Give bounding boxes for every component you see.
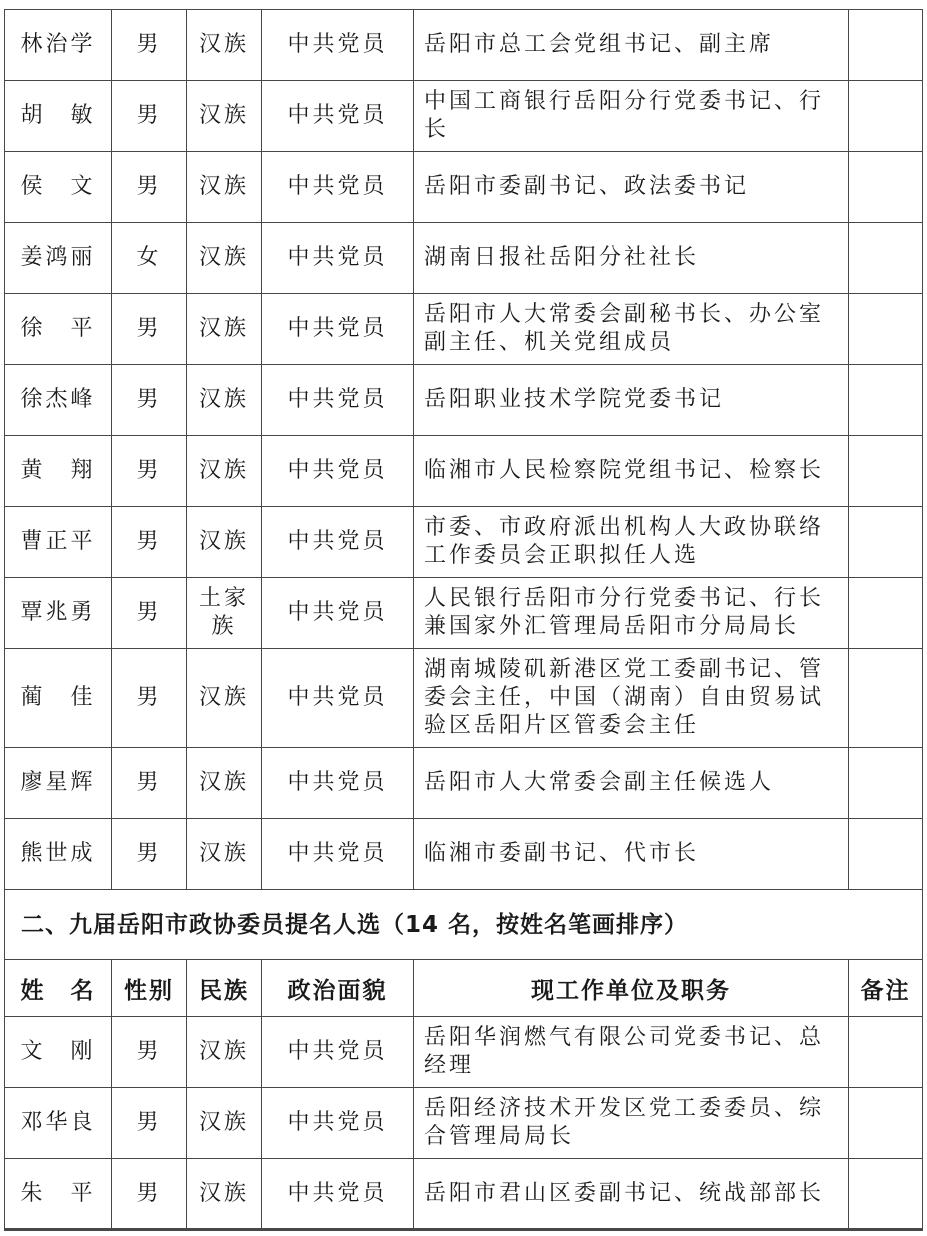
- ethnicity-cell: 汉族: [187, 294, 262, 365]
- position-column-header: 现工作单位及职务: [414, 960, 849, 1017]
- gender-cell: 男: [112, 819, 187, 890]
- gender-cell: 男: [112, 1017, 187, 1088]
- name-cell: 徐杰峰: [5, 365, 112, 436]
- gender-cell: 男: [112, 365, 187, 436]
- name-cell: 覃兆勇: [5, 578, 112, 649]
- gender-cell: 男: [112, 436, 187, 507]
- name-cell: 姜鸿丽: [5, 223, 112, 294]
- section2-title-row: [5, 890, 923, 960]
- gender-cell: 男: [112, 81, 187, 152]
- position-cell: 岳阳市总工会党组书记、副主席: [414, 10, 849, 81]
- position-cell: 人民银行岳阳市分行党委书记、行长兼国家外汇管理局岳阳市分局局长: [414, 578, 849, 649]
- name-cell: 朱 平: [5, 1159, 112, 1230]
- section2-rows: [5, 1017, 923, 1230]
- name-cell: 胡 敏: [5, 81, 112, 152]
- section1-rows: [5, 10, 923, 890]
- position-cell: 湖南日报社岳阳分社社长: [414, 223, 849, 294]
- table-row: [5, 578, 923, 649]
- gender-cell: 男: [112, 152, 187, 223]
- name-cell: 邓华良: [5, 1088, 112, 1159]
- table-row: [5, 507, 923, 578]
- section2-title: 二、九届岳阳市政协委员提名人选（14 名，按姓名笔画排序）: [5, 890, 923, 960]
- name-cell: 蔺 佳: [5, 649, 112, 748]
- name-column-header: 姓 名: [5, 960, 112, 1017]
- ethnicity-cell: 汉族: [187, 507, 262, 578]
- table-row: [5, 819, 923, 890]
- gender-cell: 男: [112, 10, 187, 81]
- ethnicity-cell: 汉族: [187, 152, 262, 223]
- table-row: [5, 436, 923, 507]
- position-cell: 岳阳市人大常委会副秘书长、办公室副主任、机关党组成员: [414, 294, 849, 365]
- position-cell: 中国工商银行岳阳分行党委书记、行长: [414, 81, 849, 152]
- table-row: [5, 223, 923, 294]
- remark-cell: [849, 294, 923, 365]
- party-cell: 中共党员: [262, 1017, 414, 1088]
- gender-column-header: 性别: [112, 960, 187, 1017]
- remark-cell: [849, 81, 923, 152]
- party-cell: 中共党员: [262, 294, 414, 365]
- ethnicity-column-header: 民族: [187, 960, 262, 1017]
- ethnicity-cell: 汉族: [187, 649, 262, 748]
- gender-cell: 男: [112, 1159, 187, 1230]
- table-row: [5, 152, 923, 223]
- gender-cell: 男: [112, 649, 187, 748]
- gender-cell: 男: [112, 578, 187, 649]
- position-cell: 岳阳市人大常委会副主任候选人: [414, 748, 849, 819]
- ethnicity-cell: 汉族: [187, 365, 262, 436]
- remark-cell: [849, 10, 923, 81]
- position-cell: 岳阳职业技术学院党委书记: [414, 365, 849, 436]
- gender-cell: 男: [112, 1088, 187, 1159]
- ethnicity-cell: 汉族: [187, 81, 262, 152]
- column-header-row: [5, 960, 923, 1017]
- remark-cell: [849, 1088, 923, 1159]
- remark-cell: [849, 1017, 923, 1088]
- personnel-table: [4, 9, 923, 1231]
- party-cell: 中共党员: [262, 81, 414, 152]
- position-cell: 岳阳市君山区委副书记、统战部部长: [414, 1159, 849, 1230]
- table-row: [5, 1017, 923, 1088]
- ethnicity-cell: 汉族: [187, 1017, 262, 1088]
- position-cell: 临湘市委副书记、代市长: [414, 819, 849, 890]
- remark-cell: [849, 223, 923, 294]
- table-row: [5, 365, 923, 436]
- party-cell: 中共党员: [262, 507, 414, 578]
- gender-cell: 男: [112, 748, 187, 819]
- ethnicity-cell: 汉族: [187, 819, 262, 890]
- remark-cell: [849, 1159, 923, 1230]
- name-cell: 文 刚: [5, 1017, 112, 1088]
- party-cell: 中共党员: [262, 365, 414, 436]
- party-cell: 中共党员: [262, 649, 414, 748]
- section2-header-block: [5, 890, 923, 1017]
- position-cell: 市委、市政府派出机构人大政协联络工作委员会正职拟任人选: [414, 507, 849, 578]
- gender-cell: 男: [112, 294, 187, 365]
- name-cell: 徐 平: [5, 294, 112, 365]
- ethnicity-cell: 汉族: [187, 1159, 262, 1230]
- remark-cell: [849, 152, 923, 223]
- position-cell: 岳阳华润燃气有限公司党委书记、总经理: [414, 1017, 849, 1088]
- table-row: [5, 81, 923, 152]
- ethnicity-cell: 汉族: [187, 1088, 262, 1159]
- table-row: [5, 1159, 923, 1230]
- party-cell: 中共党员: [262, 819, 414, 890]
- remark-cell: [849, 649, 923, 748]
- gender-cell: 男: [112, 507, 187, 578]
- remark-cell: [849, 819, 923, 890]
- ethnicity-cell: 汉族: [187, 223, 262, 294]
- remark-column-header: 备注: [849, 960, 923, 1017]
- remark-cell: [849, 578, 923, 649]
- gender-cell: 女: [112, 223, 187, 294]
- party-cell: 中共党员: [262, 1088, 414, 1159]
- position-cell: 临湘市人民检察院党组书记、检察长: [414, 436, 849, 507]
- position-cell: 湖南城陵矶新港区党工委副书记、管委会主任，中国（湖南）自由贸易试验区岳阳片区管委会主任: [414, 649, 849, 748]
- remark-cell: [849, 748, 923, 819]
- ethnicity-cell: 汉族: [187, 436, 262, 507]
- party-cell: 中共党员: [262, 1159, 414, 1230]
- remark-cell: [849, 436, 923, 507]
- table-row: [5, 10, 923, 81]
- name-cell: 熊世成: [5, 819, 112, 890]
- ethnicity-cell: 汉族: [187, 10, 262, 81]
- party-cell: 中共党员: [262, 748, 414, 819]
- table-row: [5, 1088, 923, 1159]
- name-cell: 侯 文: [5, 152, 112, 223]
- name-cell: 林治学: [5, 10, 112, 81]
- party-cell: 中共党员: [262, 223, 414, 294]
- table-row: [5, 294, 923, 365]
- ethnicity-cell: 土家族: [187, 578, 262, 649]
- name-cell: 曹正平: [5, 507, 112, 578]
- party-cell: 中共党员: [262, 152, 414, 223]
- party-cell: 中共党员: [262, 10, 414, 81]
- table-row: [5, 748, 923, 819]
- party-cell: 中共党员: [262, 436, 414, 507]
- party-cell: 中共党员: [262, 578, 414, 649]
- remark-cell: [849, 365, 923, 436]
- name-cell: 黄 翔: [5, 436, 112, 507]
- position-cell: 岳阳经济技术开发区党工委委员、综合管理局局长: [414, 1088, 849, 1159]
- table-row: [5, 649, 923, 748]
- position-cell: 岳阳市委副书记、政法委书记: [414, 152, 849, 223]
- remark-cell: [849, 507, 923, 578]
- name-cell: 廖星辉: [5, 748, 112, 819]
- ethnicity-cell: 汉族: [187, 748, 262, 819]
- party-column-header: 政治面貌: [262, 960, 414, 1017]
